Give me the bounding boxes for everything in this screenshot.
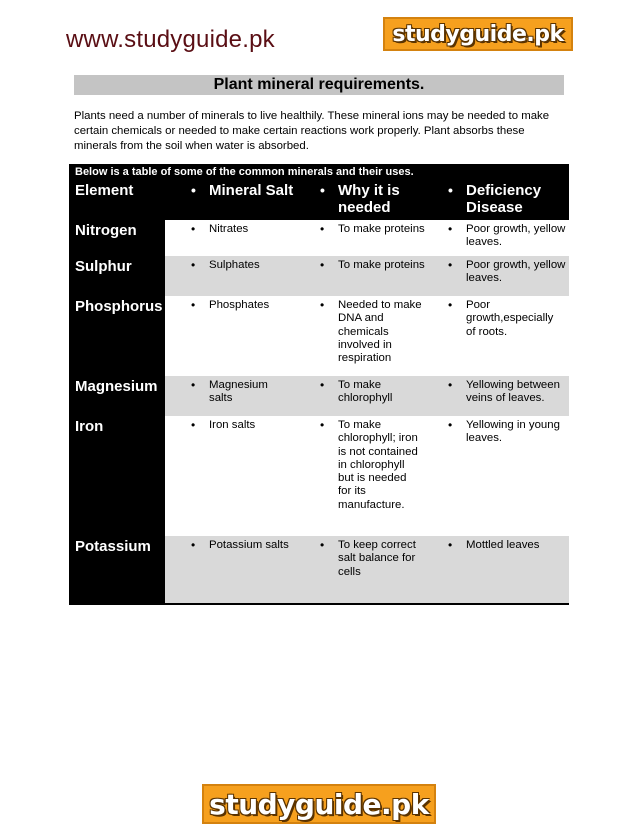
why-needed-text: To make proteins [338, 223, 425, 235]
header-mineral-salt [191, 180, 309, 199]
table-row [69, 296, 569, 376]
site-url-link[interactable]: www.studyguide.pk [66, 26, 275, 53]
header-deficiency [448, 180, 568, 216]
element-name: Sulphur [69, 256, 165, 296]
table-row [69, 256, 569, 296]
mineral-salt-cell [191, 296, 309, 312]
bullet-icon: • [448, 298, 453, 312]
deficiency-text: Poor growth, yellow leaves. [466, 223, 566, 249]
mineral-salt-text: Potassium salts [209, 539, 289, 551]
deficiency-cell [448, 256, 568, 286]
deficiency-text: Mottled leaves [466, 539, 540, 551]
element-name: Magnesium [69, 376, 165, 416]
bullet-icon: • [448, 538, 453, 552]
bullet-icon: • [320, 418, 325, 432]
bullet-icon: • [191, 222, 196, 236]
mineral-salt-cell [191, 220, 309, 236]
deficiency-cell [448, 416, 568, 446]
studyguide-logo-top[interactable]: studyguide.pk [383, 17, 573, 51]
table-row [69, 376, 569, 416]
bullet-icon: • [191, 538, 196, 552]
bullet-icon: • [191, 298, 196, 312]
deficiency-cell [448, 296, 562, 339]
table-row [69, 416, 569, 536]
bullet-icon: • [320, 182, 325, 198]
bullet-icon: • [448, 418, 453, 432]
deficiency-text: Poor growth, yellow leaves. [466, 259, 566, 285]
bullet-icon: • [448, 258, 453, 272]
table-header-row [69, 180, 569, 220]
bullet-icon: • [320, 222, 325, 236]
bullet-icon: • [448, 378, 453, 392]
bullet-icon: • [191, 258, 196, 272]
why-needed-cell [320, 256, 430, 272]
mineral-salt-text: Phosphates [209, 299, 270, 311]
bullet-icon: • [191, 378, 196, 392]
bullet-icon: • [191, 182, 196, 198]
deficiency-text: Poor growth,especially of roots. [466, 299, 554, 338]
page-title: Plant mineral requirements. [74, 75, 564, 95]
studyguide-logo-bottom[interactable]: studyguide.pk [202, 784, 436, 824]
header-mineral-salt-label: Mineral Salt [209, 182, 294, 199]
mineral-salt-cell [191, 416, 309, 432]
why-needed-text: Needed to make DNA and chemicals involved in respiration [338, 299, 422, 365]
bullet-icon: • [320, 378, 325, 392]
why-needed-cell [320, 220, 430, 236]
mineral-salt-text: Sulphates [209, 259, 260, 271]
mineral-salt-text: Iron salts [209, 419, 256, 431]
mineral-salt-cell [191, 536, 319, 552]
mineral-salt-text: Nitrates [209, 223, 249, 235]
deficiency-cell [448, 220, 568, 250]
mineral-salt-cell [191, 376, 279, 406]
table-row [69, 536, 569, 603]
element-name: Nitrogen [69, 220, 165, 256]
element-name: Iron [69, 416, 165, 536]
why-needed-text: To keep correct salt balance for cells [338, 539, 416, 578]
bullet-icon: • [448, 222, 453, 236]
why-needed-text: To make proteins [338, 259, 425, 271]
deficiency-cell [448, 536, 568, 552]
header-why-needed-label: Why it is needed [338, 182, 400, 216]
deficiency-text: Yellowing between veins of leaves. [466, 379, 560, 405]
why-needed-text: To make chlorophyll; iron is not contained in chlorophyll but is needed for its manufacture. [338, 419, 418, 511]
bullet-icon: • [320, 538, 325, 552]
mineral-salt-cell [191, 256, 309, 272]
intro-paragraph: Plants need a number of minerals to live healthily. These mineral ions may be needed to make certain chemicals or needed to make certain reactions work properly. Plant absorbs these minerals from the soil when water is absorbed. [74, 110, 550, 152]
header-element: Element [69, 180, 165, 220]
bullet-icon: • [320, 298, 325, 312]
deficiency-cell [448, 376, 568, 406]
table-caption: Below is a table of some of the common minerals and their uses. [69, 164, 569, 180]
mineral-salt-text: Magnesium salts [209, 379, 268, 405]
bullet-icon: • [448, 182, 453, 198]
minerals-table [69, 164, 569, 605]
why-needed-cell [320, 376, 430, 406]
why-needed-cell [320, 416, 420, 512]
bullet-icon: • [320, 258, 325, 272]
header-deficiency-label: Deficiency Disease [466, 182, 542, 216]
why-needed-cell [320, 296, 424, 365]
why-needed-text: To make chlorophyll [338, 379, 393, 405]
element-name: Phosphorus [69, 296, 165, 376]
bullet-icon: • [191, 418, 196, 432]
table-row [69, 220, 569, 256]
why-needed-cell [320, 536, 418, 579]
header-why-needed [320, 180, 430, 216]
deficiency-text: Yellowing in young leaves. [466, 419, 560, 445]
element-name: Potassium [69, 536, 165, 603]
